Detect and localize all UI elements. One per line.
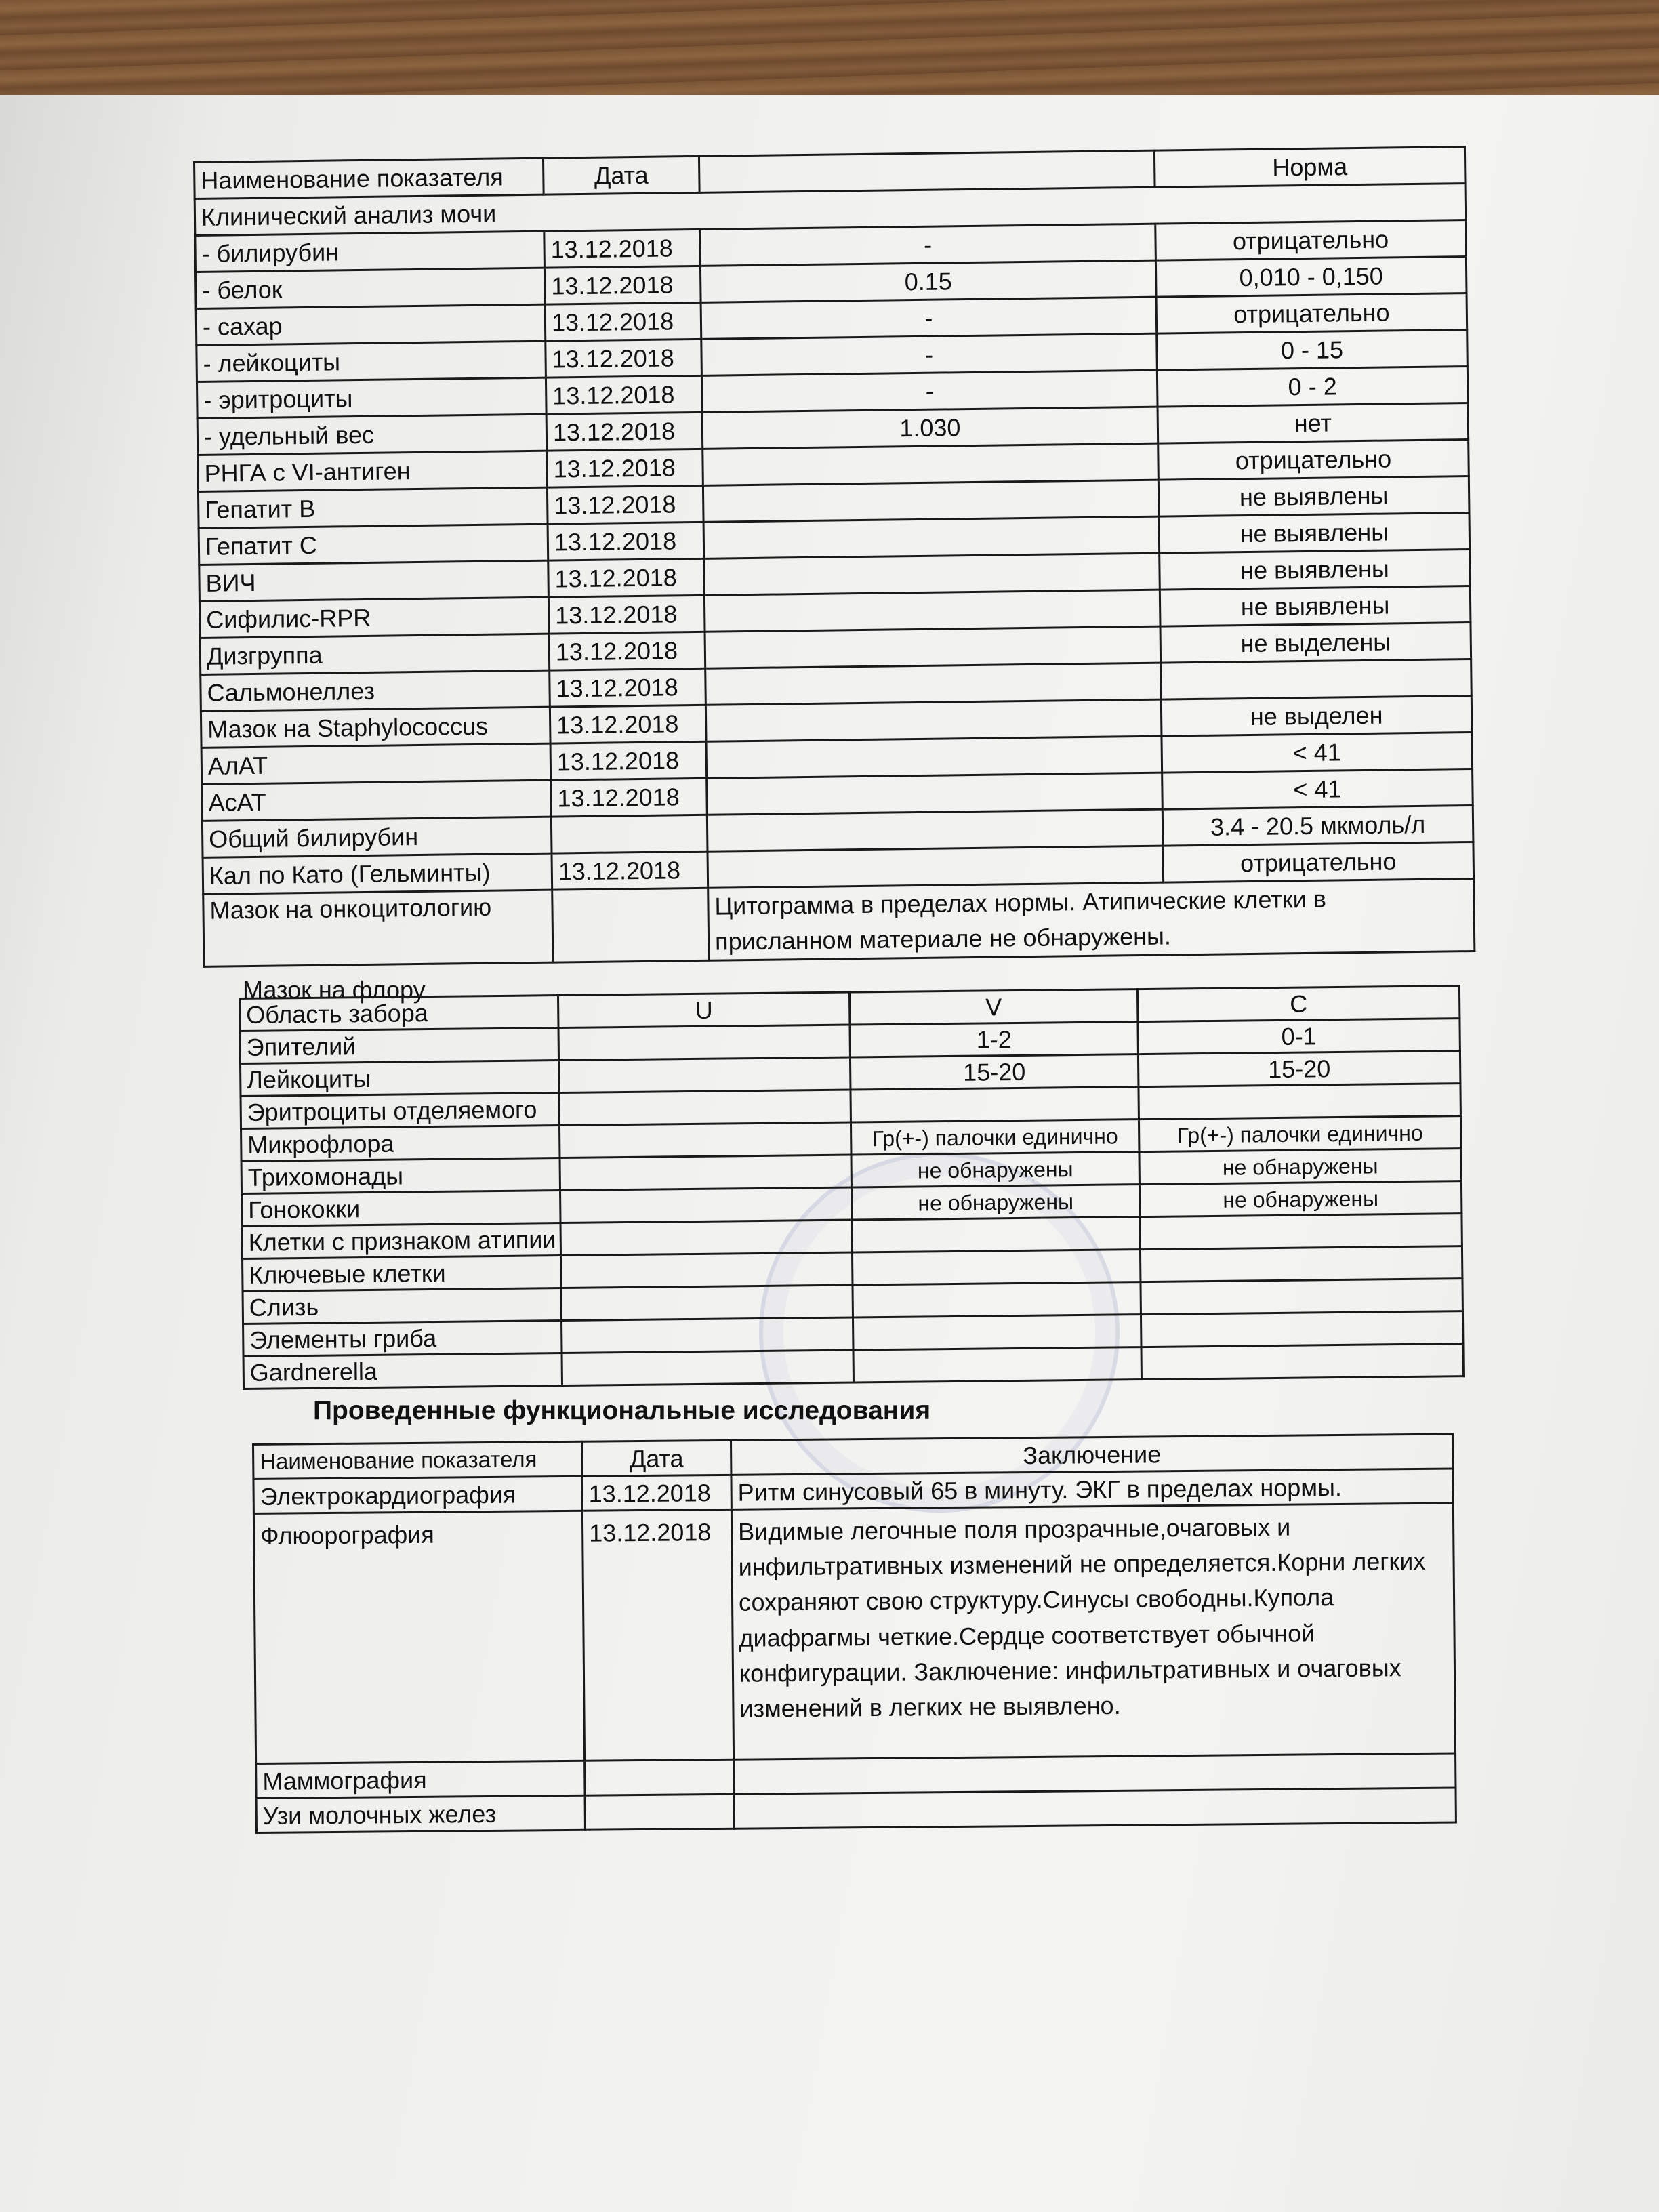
row-name: Электрокардиография: [253, 1476, 582, 1513]
row-norm: 0 - 15: [1157, 330, 1468, 371]
row-result: [703, 516, 1160, 558]
row-norm: < 41: [1162, 733, 1473, 773]
row-v: не обнаружены: [851, 1152, 1139, 1187]
row-v: не обнаружены: [851, 1185, 1139, 1220]
row-name: Лейкоциты: [241, 1061, 559, 1097]
row-result: [703, 480, 1159, 522]
row-c: [1141, 1311, 1462, 1347]
row-result: [704, 590, 1160, 632]
row-date: 13.12.2018: [547, 485, 703, 524]
row-name: Флюорография: [253, 1511, 584, 1763]
row-v: [853, 1315, 1141, 1350]
row-c: 15-20: [1138, 1051, 1460, 1087]
row-c: [1141, 1279, 1462, 1315]
row-norm: отрицательно: [1158, 440, 1469, 480]
row-norm: 3.4 - 20.5 мкмоль/л: [1162, 806, 1473, 846]
row-v: [851, 1087, 1139, 1122]
row-name: Гепатит В: [198, 487, 548, 528]
row-name: Гонококки: [242, 1191, 560, 1227]
row-norm: отрицательно: [1163, 842, 1474, 882]
row-v: 15-20: [850, 1054, 1138, 1090]
header-v: V: [849, 989, 1137, 1025]
row-name: Гепатит С: [199, 524, 548, 565]
row-date: 13.12.2018: [550, 741, 707, 780]
row-c: [1141, 1344, 1463, 1380]
row-norm: нет: [1158, 403, 1469, 444]
row-u: [558, 1025, 850, 1061]
row-c: Гр(+-) палочки единично: [1139, 1116, 1460, 1152]
row-u: [561, 1285, 853, 1321]
row-result: -: [700, 224, 1156, 266]
row-c: не обнаружены: [1139, 1149, 1461, 1185]
row-date: [585, 1794, 734, 1830]
row-result: [705, 626, 1161, 668]
row-result: [705, 663, 1162, 705]
row-result: 1.030: [702, 407, 1158, 449]
row-date: 13.12.2018: [549, 632, 705, 670]
row-result: 0.15: [700, 260, 1156, 302]
row-name: Сифилис-RPR: [199, 597, 549, 638]
row-c: не обнаружены: [1139, 1181, 1461, 1217]
row-norm: не выделен: [1161, 696, 1472, 737]
row-name: Элементы гриба: [243, 1321, 562, 1357]
row-c: [1139, 1084, 1460, 1120]
row-norm: не выделены: [1160, 623, 1471, 663]
row-norm: не выявлены: [1160, 550, 1471, 590]
row-v: [852, 1250, 1140, 1285]
row-result: [707, 809, 1163, 851]
row-v: [853, 1282, 1141, 1317]
row-name: Дизгруппа: [200, 634, 550, 674]
row-date: 13.12.2018: [544, 229, 701, 268]
row-date: 13.12.2018: [546, 375, 702, 414]
row-norm: отрицательно: [1155, 220, 1467, 261]
row-u: [560, 1155, 851, 1191]
row-name: - эритроциты: [197, 377, 546, 418]
onco-name: Мазок на онкоцитологию: [203, 890, 553, 967]
row-norm: не выявлены: [1160, 586, 1471, 627]
row-date: 13.12.2018: [546, 412, 703, 451]
row-name: АлАТ: [201, 743, 551, 784]
row-date: 13.12.2018: [551, 778, 708, 817]
header-date: Дата: [543, 156, 699, 194]
onco-row: [203, 878, 1475, 966]
row-c: [1140, 1214, 1462, 1250]
row-norm: не выявлены: [1158, 476, 1469, 517]
row-name: - билирубин: [195, 231, 545, 272]
row-name: АсАТ: [202, 780, 552, 821]
row-norm: отрицательно: [1156, 293, 1467, 334]
row-date: 13.12.2018: [582, 1475, 731, 1511]
row-name: - сахар: [196, 304, 546, 345]
functional-title: Проведенные функциональные исследования: [313, 1396, 931, 1425]
header-u: U: [558, 992, 849, 1028]
row-c: [1140, 1246, 1462, 1282]
functional-table: [252, 1433, 1457, 1834]
row-date: 13.12.2018: [550, 705, 706, 743]
row-name: Маммография: [256, 1761, 585, 1798]
row-name: Эритроциты отделяемого: [241, 1093, 559, 1129]
row-result: -: [701, 297, 1157, 339]
row-date: [585, 1759, 734, 1795]
header-date: Дата: [581, 1440, 731, 1476]
row-u: [560, 1220, 852, 1256]
row-result: [705, 699, 1162, 741]
row-u: [560, 1187, 852, 1223]
row-date: 13.12.2018: [552, 851, 708, 890]
row-v: 1-2: [850, 1022, 1138, 1057]
row-name: Общий билирубин: [202, 817, 552, 857]
row-v: [852, 1217, 1140, 1252]
row-norm: 0,010 - 0,150: [1155, 257, 1467, 298]
row-result: [703, 443, 1159, 485]
row-v: [853, 1347, 1141, 1382]
row-v: Гр(+-) палочки единично: [851, 1120, 1139, 1155]
row-result: [708, 846, 1164, 888]
row-name: - лейкоциты: [197, 341, 546, 382]
row-u: [560, 1122, 851, 1158]
row-date: 13.12.2018: [548, 558, 705, 597]
row-name: Мазок на Staphylococcus: [201, 707, 550, 747]
row-name: ВИЧ: [199, 560, 549, 601]
header-area: Область забора: [240, 996, 558, 1031]
row-name: Микрофлора: [241, 1126, 560, 1162]
row-conclusion: [734, 1753, 1456, 1794]
header-norm: Норма: [1154, 147, 1465, 188]
table-row: [253, 1503, 1455, 1763]
row-date: 13.12.2018: [547, 449, 703, 487]
flora-title: Мазок на флору: [243, 976, 426, 1004]
header-c: C: [1137, 986, 1459, 1022]
row-name: Эпителий: [240, 1028, 558, 1064]
row-u: [559, 1090, 851, 1126]
row-result: [707, 773, 1163, 815]
row-name: Сальмонеллез: [201, 670, 550, 711]
row-conclusion: Видимые легочные поля прозрачные,очаговых и инфильтративных изменений не определяется.Корни легких сохраняют свою структуру.Синусы свободны.Купола диафрагмы четкие.Сердце соответствует обычной конфигурации. Заключение: инфильтративных и очаговых изменений в легких не выявлено.: [731, 1503, 1455, 1759]
row-conclusion: Ритм синусовый 65 в минуту. ЭКГ в пределах нормы.: [731, 1469, 1453, 1509]
row-norm: < 41: [1162, 769, 1473, 810]
onco-result: Цитограмма в пределах нормы. Атипические клетки в присланном материале не обнаружены.: [708, 878, 1475, 960]
row-date: 13.12.2018: [548, 522, 704, 560]
lab-results-table: [193, 146, 1475, 968]
row-u: [562, 1350, 853, 1386]
row-result: -: [701, 333, 1158, 375]
row-conclusion: [734, 1788, 1456, 1828]
section-urine: Клинический анализ мочи: [194, 184, 1466, 236]
header-name: Наименование показателя: [253, 1441, 582, 1479]
row-name: Gardnerella: [243, 1353, 562, 1389]
row-date: 13.12.2018: [544, 266, 701, 304]
row-norm: [1161, 659, 1472, 700]
row-date: 13.12.2018: [550, 668, 706, 707]
row-date: 13.12.2018: [545, 302, 701, 341]
row-result: [706, 736, 1162, 778]
header-result: [699, 150, 1155, 192]
row-u: [561, 1252, 853, 1288]
row-norm: 0 - 2: [1157, 367, 1468, 407]
row-date: [551, 815, 708, 853]
row-name: Ключевые клетки: [243, 1256, 561, 1292]
row-name: Кал по Като (Гельминты): [203, 853, 552, 894]
row-norm: не выявлены: [1159, 513, 1470, 554]
row-u: [558, 1057, 850, 1093]
row-date: 13.12.2018: [546, 339, 702, 377]
row-u: [562, 1317, 853, 1353]
row-result: -: [701, 370, 1158, 412]
header-conclusion: Заключение: [731, 1434, 1452, 1475]
row-name: Трихомонады: [241, 1158, 560, 1194]
row-name: - удельный вес: [197, 414, 547, 455]
row-date: 13.12.2018: [582, 1509, 733, 1761]
row-name: Слизь: [243, 1288, 561, 1324]
row-c: 0-1: [1138, 1019, 1460, 1054]
flora-table: [239, 985, 1465, 1390]
row-name: - белок: [195, 268, 545, 308]
row-name: РНГА с VI-антиген: [198, 451, 548, 491]
row-date: 13.12.2018: [548, 595, 705, 634]
row-name: Клетки с признаком атипии: [242, 1223, 560, 1259]
header-name: Наименование показателя: [194, 158, 544, 199]
row-name: Узи молочных желез: [256, 1795, 585, 1832]
onco-date: [552, 888, 709, 962]
row-result: [704, 553, 1160, 595]
